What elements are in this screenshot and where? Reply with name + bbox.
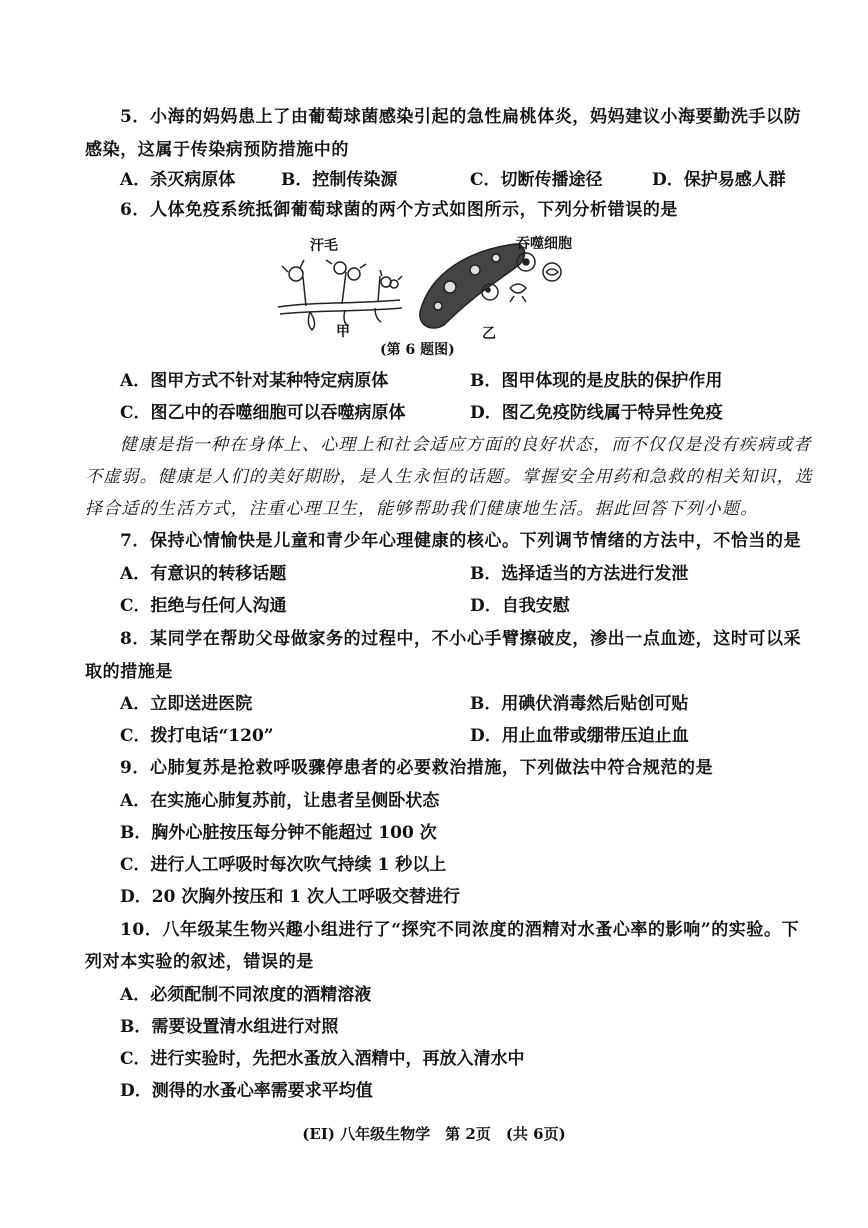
q10-option-a: A．必须配制不同浓度的酒精溶液 bbox=[120, 985, 372, 1005]
q9-option-b: B．胸外心脏按压每分钟不能超过 100 次 bbox=[120, 823, 437, 843]
label-jia: 甲 bbox=[336, 324, 350, 340]
q5-stem-line2: 感染，这属于传染病预防措施中的 bbox=[85, 140, 349, 160]
q7-option-d: D．自我安慰 bbox=[470, 596, 570, 616]
q10-option-c: C．进行实验时，先把水蚤放入酒精中，再放入清水中 bbox=[120, 1049, 525, 1069]
passage-line1: 健康是指一种在身体上、心理上和社会适应方面的良好状态，而不仅仅是没有疾病或者 bbox=[120, 435, 812, 455]
passage-line2: 不虚弱。健康是人们的美好期盼，是人生永恒的话题。掌握安全用药和急救的相关知识，选 bbox=[85, 467, 813, 487]
page-footer: (EI) 八年级生物学 第 2页 (共 6页) bbox=[302, 1125, 566, 1143]
q8-stem-line1: 8．某同学在帮助父母做家务的过程中，不小心手臂擦破皮，渗出一点血迹，这时可以采 bbox=[120, 629, 802, 649]
q6-option-a: A．图甲方式不针对某种特定病原体 bbox=[120, 371, 389, 391]
q10-option-b: B．需要设置清水组进行对照 bbox=[120, 1017, 339, 1037]
label-phagocyte: 吞噬细胞 bbox=[516, 236, 572, 252]
phagocyte-diagram bbox=[420, 244, 561, 328]
q9-option-a: A．在实施心肺复苏前，让患者呈侧卧状态 bbox=[120, 791, 440, 811]
q5-option-b: B．控制传染源 bbox=[281, 170, 398, 190]
q6-option-c: C．图乙中的吞噬细胞可以吞噬病原体 bbox=[120, 403, 406, 423]
q10-stem-line1: 10．八年级某生物兴趣小组进行了“探究不同浓度的酒精对水蚤心率的影响”的实验。下 bbox=[120, 920, 800, 940]
q6-option-d: D．图乙免疫防线属于特异性免疫 bbox=[470, 403, 723, 423]
q7-option-a: A．有意识的转移话题 bbox=[120, 564, 287, 584]
q6-stem: 6．人体免疫系统抵御葡萄球菌的两个方式如图所示，下列分析错误的是 bbox=[120, 200, 679, 220]
q7-stem: 7．保持心情愉快是儿童和青少年心理健康的核心。下列调节情绪的方法中，不恰当的是 bbox=[120, 531, 802, 551]
q5-stem-line1: 5．小海的妈妈患上了由葡萄球菌感染引起的急性扁桃体炎，妈妈建议小海要勤洗手以防 bbox=[120, 107, 802, 127]
q5-option-d: D．保护易感人群 bbox=[652, 170, 786, 190]
q8-stem-line2: 取的措施是 bbox=[85, 662, 173, 682]
q10-stem-line2: 列对本实验的叙述，错误的是 bbox=[85, 952, 314, 972]
q5-option-c: C．切断传播途径 bbox=[470, 170, 603, 190]
q9-option-d: D．20 次胸外按压和 1 次人工呼吸交替进行 bbox=[120, 887, 460, 907]
q10-option-d: D．测得的水蚤心率需要求平均值 bbox=[120, 1081, 373, 1101]
q6-option-b: B．图甲体现的是皮肤的保护作用 bbox=[470, 371, 723, 391]
label-yi: 乙 bbox=[482, 326, 496, 342]
figure-caption: (第 6 题图) bbox=[380, 342, 455, 358]
q7-option-c: C．拒绝与任何人沟通 bbox=[120, 596, 287, 616]
q8-option-a: A．立即送进医院 bbox=[120, 694, 253, 714]
label-sweat-hair: 汗毛 bbox=[310, 238, 338, 254]
q9-option-c: C．进行人工呼吸时每次吹气持续 1 秒以上 bbox=[120, 855, 447, 875]
q8-option-c: C．拨打电话“120” bbox=[120, 726, 274, 746]
q8-option-b: B．用碘伏消毒然后贴创可贴 bbox=[470, 694, 689, 714]
q8-option-d: D．用止血带或绷带压迫止血 bbox=[470, 726, 689, 746]
q7-option-b: B．选择适当的方法进行发泄 bbox=[470, 564, 689, 584]
q5-option-a: A．杀灭病原体 bbox=[120, 170, 236, 190]
passage-line3: 择合适的生活方式，注重心理卫生，能够帮助我们健康地生活。据此回答下列小题。 bbox=[85, 499, 759, 519]
skin-diagram bbox=[278, 260, 402, 330]
q6-figure bbox=[270, 232, 600, 362]
q9-stem: 9．心肺复苏是抢救呼吸骤停患者的必要救治措施，下列做法中符合规范的是 bbox=[120, 758, 714, 778]
